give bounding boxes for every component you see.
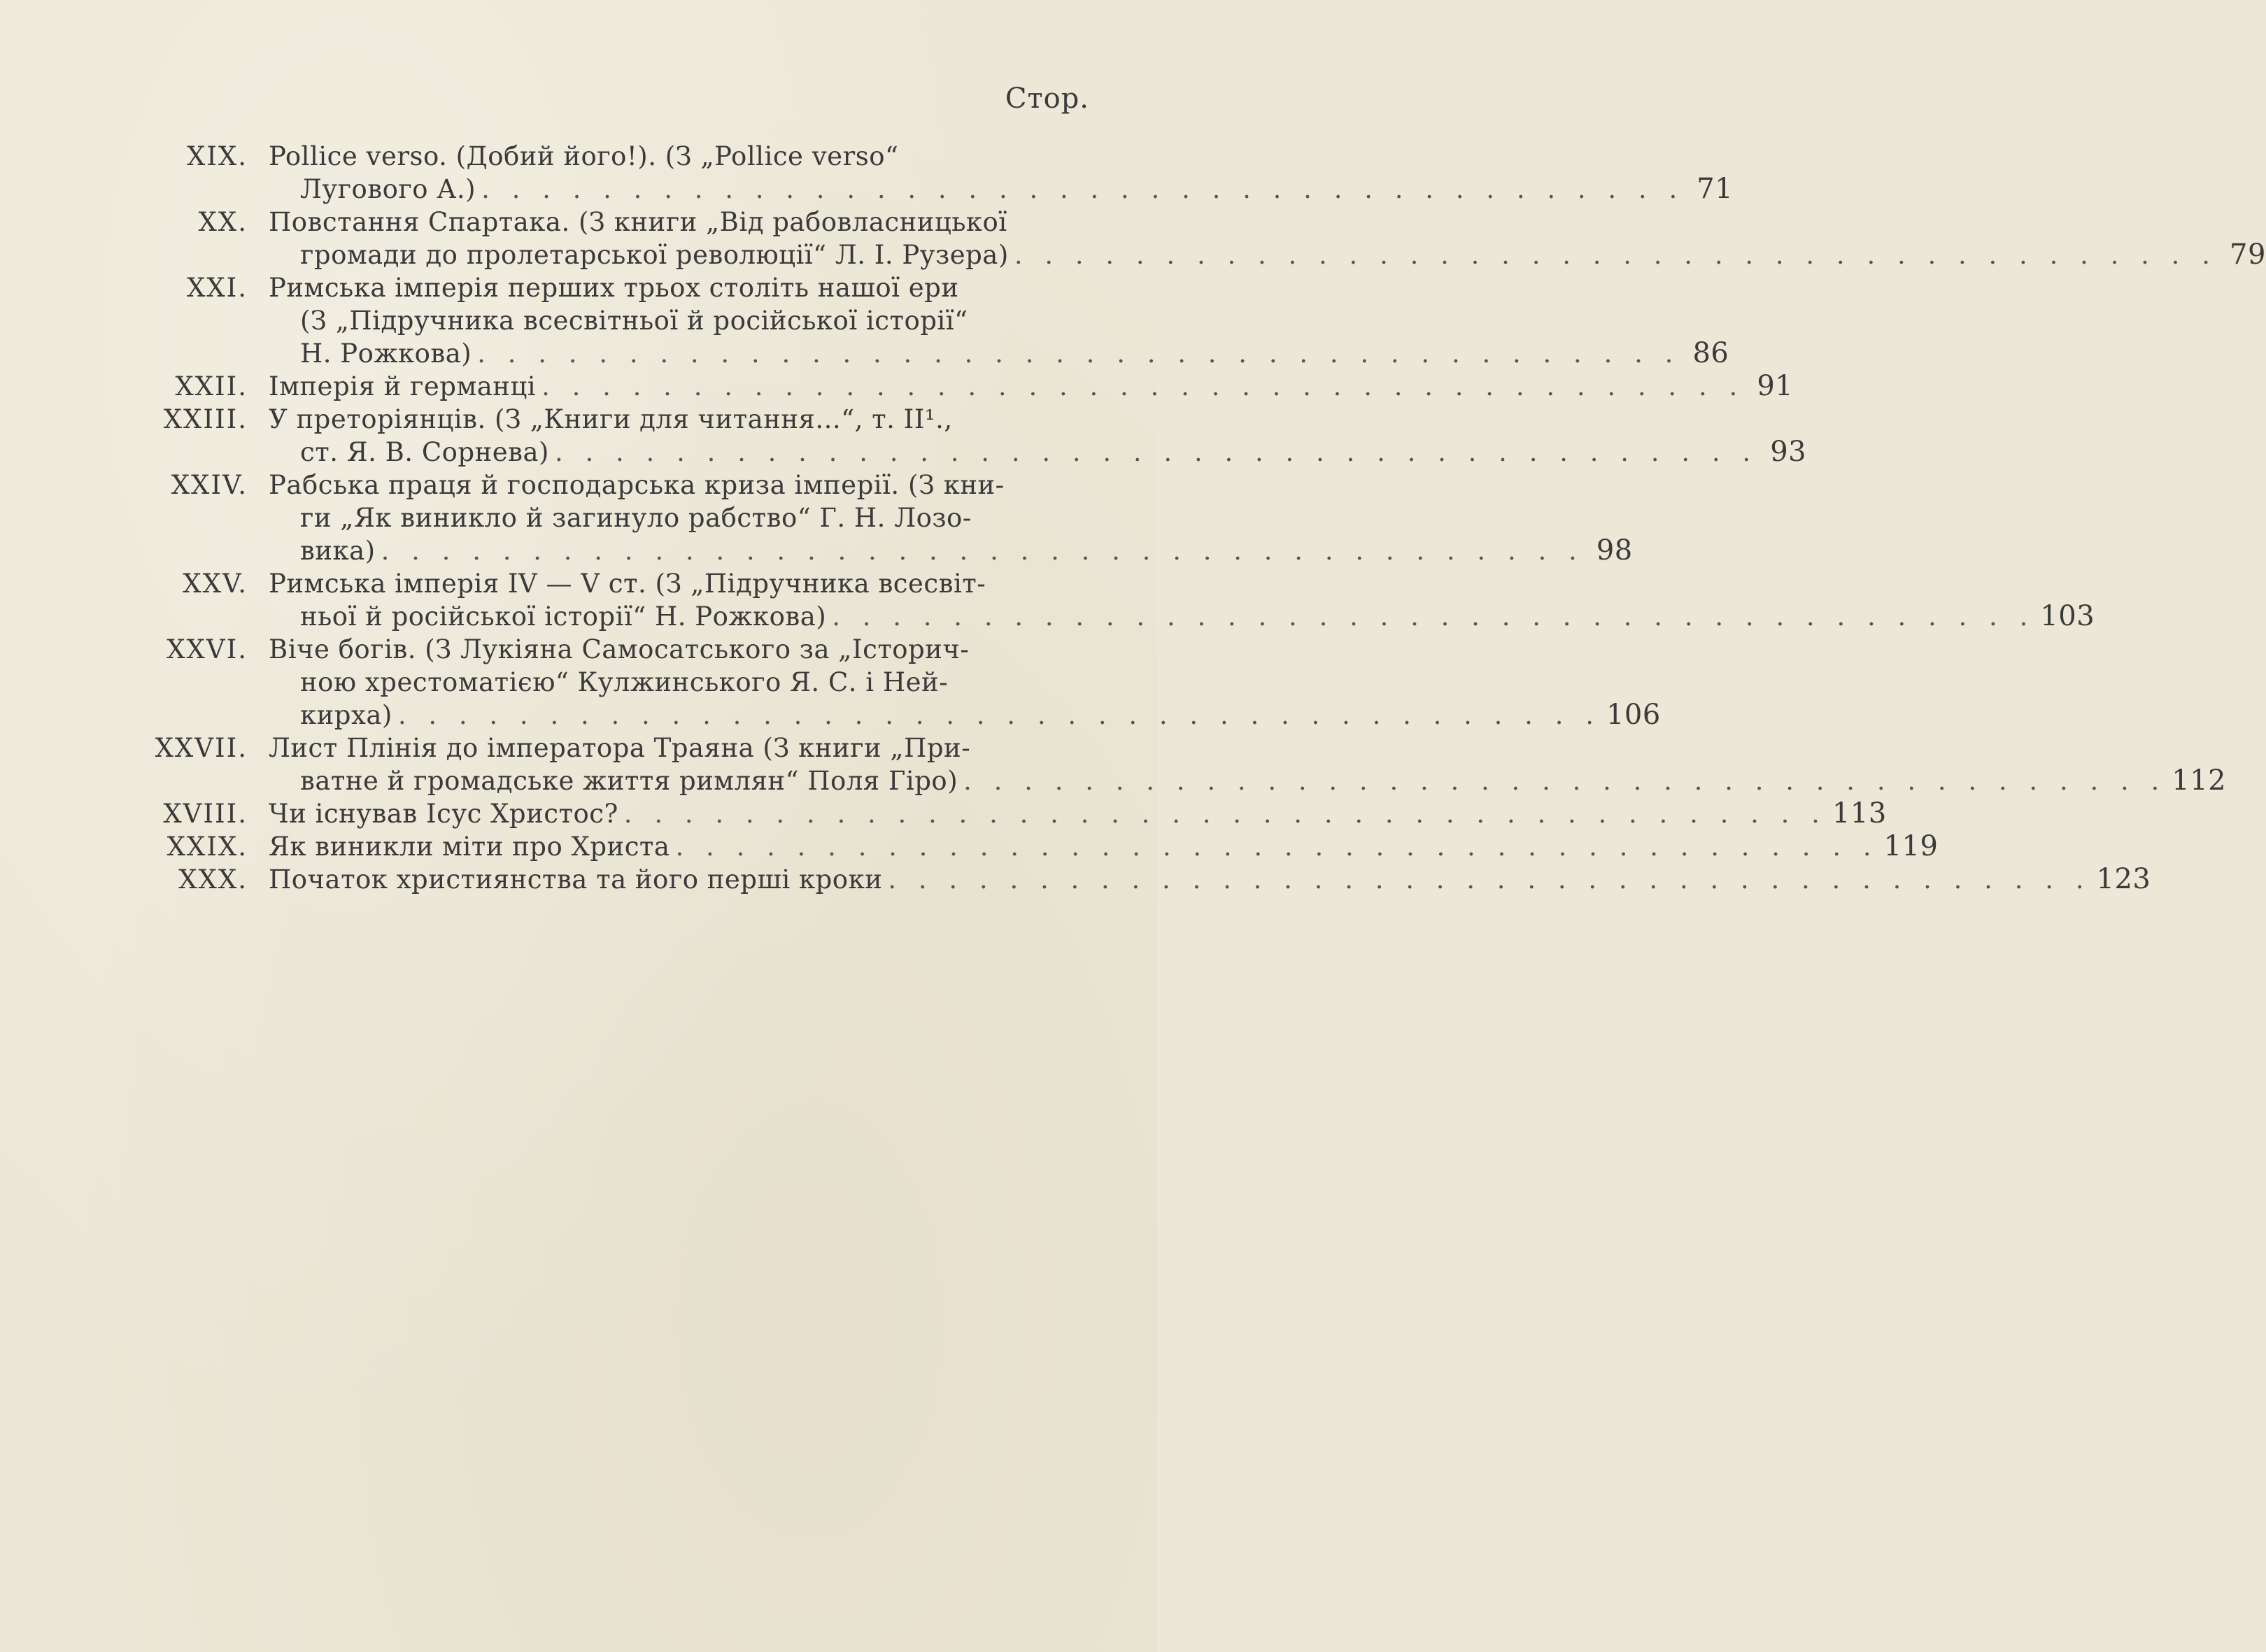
toc-entry-body	[269, 140, 1734, 206]
toc-entry-number: XIX.	[186, 141, 248, 171]
toc-entry-body	[269, 863, 2151, 896]
toc-entry-body	[269, 732, 2227, 797]
toc-entry-page-number: 79	[2230, 238, 2266, 271]
toc-entry-page-number: 93	[1770, 436, 1807, 468]
toc-entry	[0, 271, 1729, 370]
toc-entry-page-number: 119	[1883, 830, 1939, 862]
toc-entry	[0, 732, 2227, 797]
toc-entry-title-line: Н. Рожкова)	[300, 339, 472, 369]
toc-entry-body	[269, 206, 2266, 271]
toc-entry-page-number: 112	[2172, 764, 2227, 797]
toc-entry-last-line	[269, 337, 1729, 370]
toc-entry-page-number: 123	[2096, 863, 2151, 895]
toc-entry-last-line	[269, 830, 1939, 863]
toc-entry-title-line: Римська імперія IV — V ст. (З „Підручника всесвіт-	[269, 569, 986, 599]
dot-leader: . . . . . . . . . . . . . . . . . . . . . . . . . . . . . . . . . . . . . . . .	[541, 371, 1745, 401]
toc-entry-number: XVIII.	[163, 799, 248, 829]
toc-entry-page-number: 71	[1697, 173, 1734, 205]
toc-entry-title-line: кирха)	[300, 700, 392, 730]
toc-entry-last-line	[269, 436, 1807, 469]
toc-entry	[0, 633, 1661, 732]
toc-entry-title-line: ватне й громадське життя римлян“ Поля Гіро)	[300, 766, 958, 796]
dot-leader: . . . . . . . . . . . . . . . . . . . . . . . . . . . . . . . . . . . . . . . .	[832, 601, 2035, 632]
toc-entry-title-line: ст. Я. В. Сорнева)	[300, 437, 549, 467]
toc-entry-page-number: 86	[1692, 337, 1729, 369]
dot-leader: . . . . . . . . . . . . . . . . . . . . . . . . . . . . . . . . . . . . . . . .	[481, 174, 1685, 204]
toc-entry	[0, 469, 1633, 567]
toc-entry	[0, 370, 1794, 403]
toc-entry-body	[269, 830, 1939, 863]
toc-entry	[0, 403, 1807, 469]
toc-entry-number: XXII.	[175, 371, 248, 401]
toc-entry-last-line	[269, 764, 2227, 797]
toc-entry-title-line: Лугового А.)	[300, 174, 476, 204]
toc-entry-page-number: 91	[1757, 370, 1794, 402]
toc-entry-title-line: (З „Підручника всесвітньої й російської історії“	[300, 306, 968, 336]
toc-entry-title-line: Римська імперія перших трьох століть нашої ери	[269, 273, 959, 303]
dot-leader: . . . . . . . . . . . . . . . . . . . . . . . . . . . . . . . . . . . . . . . .	[1014, 240, 2217, 270]
toc-entry-title-line: Віче богів. (З Лукіяна Самосатського за „Історич-	[269, 634, 970, 664]
toc-entry-last-line	[269, 173, 1734, 206]
toc-entry	[0, 863, 2151, 896]
toc-entry-number: XXIV.	[171, 470, 248, 500]
dot-leader: . . . . . . . . . . . . . . . . . . . . . . . . . . . . . . . . . . . . . . . .	[381, 536, 1584, 566]
toc-entry-title-line: ги „Як виникло й загинуло рабство“ Г. Н. Лозо-	[300, 503, 972, 533]
dot-leader: . . . . . . . . . . . . . . . . . . . . . . . . . . . . . . . . . . . . . . . .	[554, 437, 1758, 467]
toc-entry	[0, 567, 2095, 633]
toc-entry-page-number: 113	[1832, 797, 1887, 829]
toc-entry-body	[269, 403, 1807, 469]
dot-leader: . . . . . . . . . . . . . . . . . . . . . . . . . . . . . . . . . . . . . . . .	[397, 700, 1601, 730]
toc-entry-number: XXI.	[186, 273, 248, 303]
toc-entry-title-line: Pollice verso. (Добий його!). (З „Pollice verso“	[269, 141, 899, 171]
toc-entry-last-line	[269, 238, 2266, 271]
toc-entry-number: XXV.	[183, 569, 248, 599]
toc-entry-body	[269, 797, 1887, 830]
toc-entry-title-line: громади до пролетарської революції“ Л. І. Рузера)	[300, 240, 1009, 270]
toc-entry-title-line: Повстання Спартака. (З книги „Від рабовласницької	[269, 207, 1007, 237]
toc-entry-number: XXVI.	[167, 634, 248, 664]
toc-entry	[0, 140, 1734, 206]
toc-entry-number: XXVII.	[155, 733, 248, 763]
toc-entry-number: XX.	[198, 207, 248, 237]
toc-entry	[0, 206, 2266, 271]
dot-leader: . . . . . . . . . . . . . . . . . . . . . . . . . . . . . . . . . . . . . . . .	[963, 766, 2167, 796]
toc-entry-title-line: Імперія й германці	[269, 371, 537, 401]
toc-entry-body	[269, 469, 1633, 567]
toc-entry-title-line: Рабська праця й господарська криза імперії. (З кни-	[269, 470, 1005, 500]
dot-leader: . . . . . . . . . . . . . . . . . . . . . . . . . . . . . . . . . . . . . . . .	[477, 339, 1680, 369]
toc-entry-title-line: Чи існував Ісус Христос?	[269, 799, 618, 829]
toc-entry-number: XXIII.	[163, 404, 248, 434]
toc-entry-last-line	[269, 863, 2151, 896]
toc-entry-last-line	[269, 699, 1661, 732]
toc-entry-last-line	[269, 370, 1794, 403]
toc-entry-page-number: 98	[1596, 534, 1633, 567]
page-column-header: Стор.	[1005, 83, 1089, 115]
toc-entry-title-line: У преторіянців. (З „Книги для читання...“, т. II¹.,	[269, 404, 953, 434]
toc-entry-title-line: ною хрестоматією“ Кулжинського Я. С. і Ней-	[300, 667, 949, 697]
toc-entry	[0, 830, 1939, 863]
toc-entry-page-number: 103	[2040, 600, 2095, 632]
toc-entry	[0, 797, 1887, 830]
toc-entry-page-number: 106	[1606, 699, 1661, 731]
dot-leader: . . . . . . . . . . . . . . . . . . . . . . . . . . . . . . . . . . . . . . . .	[888, 864, 2091, 895]
toc-entry-body	[269, 567, 2095, 633]
toc-entry-title-line: ньої й російської історії“ Н. Рожкова)	[300, 601, 827, 632]
toc-entry-last-line	[269, 797, 1887, 830]
toc-entry-title-line: Як виникли міти про Христа	[269, 832, 670, 862]
toc-entry-title-line: Лист Плінія до імператора Траяна (З книги „При-	[269, 733, 971, 763]
dot-leader: . . . . . . . . . . . . . . . . . . . . . . . . . . . . . . . . . . . . . . . .	[623, 799, 1827, 829]
toc-entry-last-line	[269, 534, 1633, 567]
toc-entry-title-line: вика)	[300, 536, 376, 566]
toc-entry-body	[269, 271, 1729, 370]
toc-entry-number: XXIX.	[167, 832, 248, 862]
toc-entry-number: XXX.	[178, 864, 248, 895]
toc-entry-last-line	[269, 600, 2095, 633]
table-of-contents	[0, 140, 2266, 896]
toc-entry-body	[269, 370, 1794, 403]
toc-entry-body	[269, 633, 1661, 732]
toc-entry-title-line: Початок християнства та його перші кроки	[269, 864, 883, 895]
dot-leader: . . . . . . . . . . . . . . . . . . . . . . . . . . . . . . . . . . . . . . . .	[675, 832, 1878, 862]
